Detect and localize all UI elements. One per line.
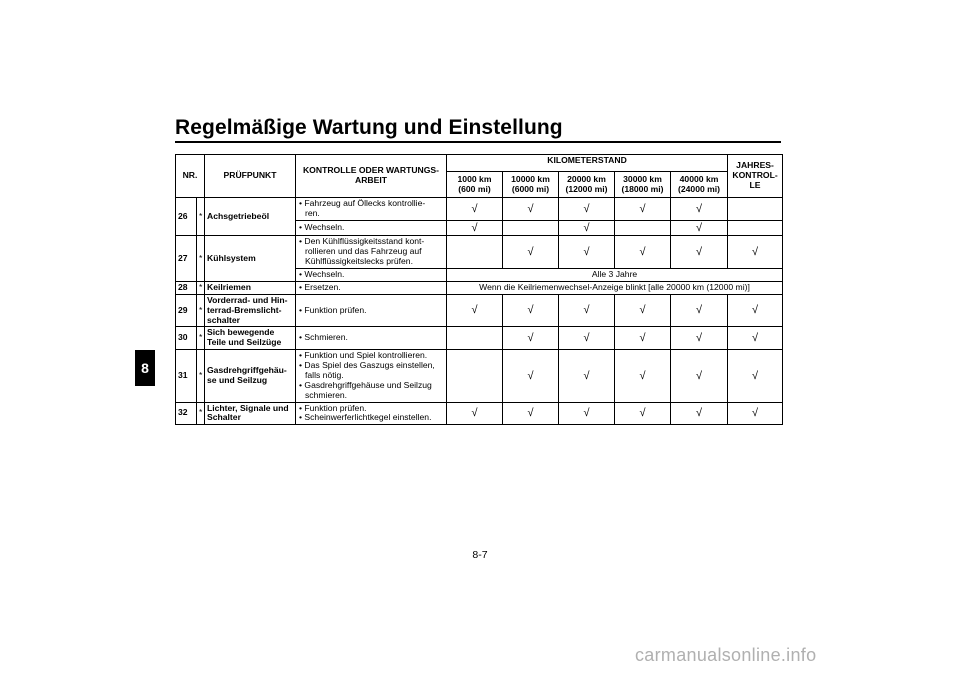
table-row [176,198,783,221]
row-number: 31 [176,350,197,402]
interval-check: √ [671,402,728,425]
header-km-10000: 10000 km (6000 mi) [503,172,559,198]
maintenance-table [175,154,783,425]
table-row [176,402,783,425]
watermark: carmanualsonline.info [635,645,817,665]
interval-check: √ [671,294,728,327]
table-row [176,281,783,294]
interval-check: √ [559,198,615,221]
interval-check: √ [503,236,559,269]
check-item: Gasdrehgriffgehäu- se und Seilzug [205,350,296,402]
interval-check: √ [447,198,503,221]
header-work: KONTROLLE ODER WARTUNGS- ARBEIT [296,155,447,198]
interval-check: √ [559,236,615,269]
work-description [296,327,447,350]
work-line: • Fahrzeug auf Öllecks kontrollie- [299,198,426,208]
interval-check: √ [671,198,728,221]
interval-check: √ [728,236,783,269]
check-item: Keilriemen [205,281,296,294]
work-line: • Gasdrehgriffgehäuse und Seilzug [299,379,432,390]
header-yearly: JAHRES- KONTROL- LE [728,155,783,198]
row-number: 30 [176,327,197,350]
interval-check: √ [728,350,783,402]
interval-note: Wenn die Keilriemenwechsel-Anzeige blinkt [alle 20000 km (12000 mi)] [447,281,783,294]
page-number: 8-7 [472,549,488,561]
chapter-tab: 8 [135,350,155,386]
work-line: • Funktion prüfen. [299,402,367,413]
interval-check: √ [447,294,503,327]
interval-check: √ [503,327,559,350]
dealer-marker: * [197,350,205,402]
work-description [296,198,447,221]
dealer-marker: * [197,198,205,236]
row-number: 32 [176,402,197,425]
interval-check: √ [671,236,728,269]
dealer-marker: * [197,236,205,282]
interval-check: √ [447,402,503,425]
title-rule [175,141,781,143]
work-line: • Scheinwerferlichtkegel einstellen. [299,412,432,423]
interval-check: √ [559,294,615,327]
header-km-1000: 1000 km (600 mi) [447,172,503,198]
dealer-marker: * [197,281,205,294]
interval-check: √ [447,220,503,236]
interval-check: √ [615,236,671,269]
header-km-30000: 30000 km (18000 mi) [615,172,671,198]
work-description [296,402,447,425]
check-item: Sich bewegende Teile und Seilzüge [205,327,296,350]
table-row [176,327,783,350]
interval-check: √ [503,294,559,327]
check-item: Vorderrad- und Hin- terrad-Bremslicht- schalter [205,294,296,327]
work-line: falls nötig. [305,369,344,380]
interval-check: √ [559,220,615,236]
interval-check: √ [559,327,615,350]
work-line: • Den Kühlflüssigkeitsstand kont- [299,236,425,247]
page-title: Regelmäßige Wartung und Einstellung [175,116,563,139]
header-km-group: KILOMETERSTAND [447,155,728,172]
interval-check: √ [615,294,671,327]
check-item: Lichter, Signale und Schalter [205,402,296,425]
table-row [176,294,783,327]
work-description [296,294,447,327]
interval-check [503,220,559,236]
row-number: 27 [176,236,197,282]
work-description [296,350,447,402]
work-line: • Wechseln. [299,269,345,280]
interval-check: √ [503,350,559,402]
work-line: Kühlflüssigkeitslecks prüfen. [305,256,413,267]
dealer-marker: * [197,402,205,425]
check-item: Achsgetriebeöl [205,198,296,236]
interval-check: √ [728,327,783,350]
work-description [296,236,447,269]
work-line: • Wechseln. [299,222,345,233]
interval-check: √ [559,350,615,402]
row-number: 29 [176,294,197,327]
interval-check [615,220,671,236]
interval-check: √ [615,402,671,425]
dealer-marker: * [197,327,205,350]
work-line: rollieren und das Fahrzeug auf [305,246,422,257]
interval-check: √ [615,350,671,402]
work-line: • Ersetzen. [299,281,341,292]
check-item: Kühlsystem [205,236,296,282]
work-line: schmieren. [305,389,348,400]
dealer-marker: * [197,294,205,327]
header-km-40000: 40000 km (24000 mi) [671,172,728,198]
work-line: ren. [305,207,320,218]
interval-check: √ [615,327,671,350]
table-row [176,350,783,402]
interval-note: Alle 3 Jahre [447,269,783,282]
interval-check: √ [671,327,728,350]
row-number: 28 [176,281,197,294]
work-line: • Funktion und Spiel kontrollieren. [299,350,428,361]
interval-check [447,350,503,402]
work-description [296,269,447,282]
work-line: • Das Spiel des Gaszugs einstellen, [299,360,435,371]
interval-check: √ [503,198,559,221]
interval-check: √ [671,220,728,236]
interval-check [447,236,503,269]
work-description [296,220,447,236]
interval-check: √ [728,294,783,327]
work-line: • Funktion prüfen. [299,304,367,315]
interval-check [728,198,783,221]
interval-check [728,220,783,236]
header-item: PRÜFPUNKT [205,155,296,198]
table-body [176,198,783,425]
work-description [296,281,447,294]
work-line: • Schmieren. [299,332,348,343]
interval-check: √ [728,402,783,425]
interval-check: √ [615,198,671,221]
interval-check [447,327,503,350]
header-km-20000: 20000 km (12000 mi) [559,172,615,198]
interval-check: √ [559,402,615,425]
row-number: 26 [176,198,197,236]
interval-check: √ [671,350,728,402]
table-row [176,236,783,269]
header-nr: NR. [176,155,205,198]
interval-check: √ [503,402,559,425]
